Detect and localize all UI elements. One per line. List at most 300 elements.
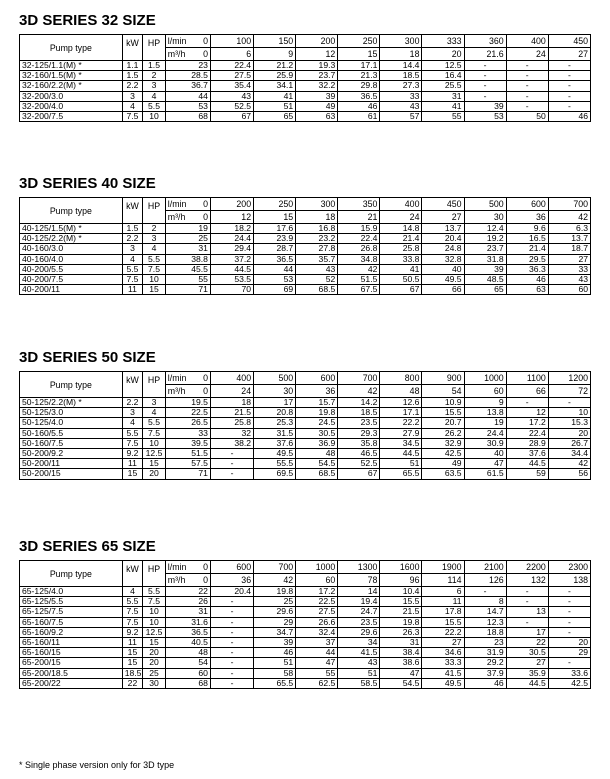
- head-value-cell: 65.5: [380, 469, 422, 479]
- head-value-cell: 19.8: [296, 408, 338, 418]
- head-value-cell: 12.6: [380, 398, 422, 408]
- head-value-cell: 14: [338, 587, 380, 597]
- head-value-cell: 23.9: [254, 234, 296, 244]
- kw-cell: 15: [122, 658, 143, 668]
- head-value-cell: 13.7: [548, 234, 590, 244]
- flow-lmin-cell: 700: [548, 198, 590, 211]
- head-value-cell: 53: [254, 275, 296, 285]
- head-value-cell: -: [548, 607, 590, 617]
- m3h-label: m³/h: [165, 48, 192, 61]
- head-value-cell: 33.3: [422, 658, 464, 668]
- head-value-cell: 42.5: [548, 678, 590, 688]
- head-value-cell: 28.7: [254, 244, 296, 254]
- head-value-cell: 26.7: [548, 438, 590, 448]
- head-value-cell: 22.4: [338, 234, 380, 244]
- head-value-cell: 52.5: [210, 101, 253, 111]
- head-value-cell: 36.5: [254, 254, 296, 264]
- hp-cell: 15: [143, 285, 166, 295]
- head-value-cell: 28.5: [165, 71, 210, 81]
- hp-cell: 3: [143, 81, 166, 91]
- pump-type-cell: 32-160/2.2(M) *: [20, 81, 123, 91]
- hp-header: HP: [143, 561, 166, 587]
- hp-cell: 7.5: [143, 428, 166, 438]
- head-value-cell: 55: [296, 668, 338, 678]
- flow-m3h-cell: 54: [422, 385, 464, 398]
- flow-m3h-cell: 24: [380, 211, 422, 224]
- pump-type-cell: 50-200/11: [20, 459, 123, 469]
- head-value-cell: 35.9: [506, 668, 548, 678]
- table-row: [20, 112, 591, 122]
- head-value-cell: 25: [165, 234, 210, 244]
- table-row: [20, 428, 591, 438]
- head-value-cell: 45.5: [165, 264, 210, 274]
- head-value-cell: 39: [296, 91, 338, 101]
- head-value-cell: 22.2: [422, 627, 464, 637]
- hp-cell: 10: [143, 617, 166, 627]
- flow-m3h-cell: 27: [422, 211, 464, 224]
- section-32: [19, 12, 591, 122]
- head-value-cell: 61.5: [464, 469, 506, 479]
- head-value-cell: 29.4: [210, 244, 253, 254]
- head-value-cell: -: [548, 627, 590, 637]
- flow-lmin-cell: 1000: [296, 561, 338, 574]
- pump-type-cell: 40-160/3.0: [20, 244, 123, 254]
- head-value-cell: 49: [422, 459, 464, 469]
- pump-type-cell: 65-160/7.5: [20, 617, 123, 627]
- kw-cell: 15: [122, 469, 143, 479]
- flow-lmin-cell: 1600: [380, 561, 422, 574]
- head-value-cell: 56: [548, 469, 590, 479]
- kw-cell: 2.2: [122, 398, 143, 408]
- head-value-cell: -: [548, 71, 590, 81]
- head-value-cell: 23: [165, 61, 210, 71]
- head-value-cell: 25.8: [380, 244, 422, 254]
- flow-lmin-cell: 300: [380, 35, 422, 48]
- head-value-cell: 68: [165, 112, 210, 122]
- head-value-cell: 47: [380, 668, 422, 678]
- pump-type-cell: 50-200/15: [20, 469, 123, 479]
- head-value-cell: -: [548, 101, 590, 111]
- flow-m3h-cell: 60: [296, 574, 338, 587]
- flow-lmin-cell: 500: [464, 198, 506, 211]
- pump-type-cell: 32-200/7.5: [20, 112, 123, 122]
- table-row: [20, 459, 591, 469]
- flow-lmin-cell: 600: [506, 198, 548, 211]
- flow-lmin-cell: 600: [296, 372, 338, 385]
- head-value-cell: -: [506, 71, 548, 81]
- head-value-cell: 37.2: [210, 254, 253, 264]
- flow-lmin-cell: 2300: [548, 561, 590, 574]
- head-value-cell: 27.3: [380, 81, 422, 91]
- head-value-cell: 36.7: [165, 81, 210, 91]
- head-value-cell: 33: [380, 91, 422, 101]
- table-row: [20, 254, 591, 264]
- head-value-cell: 33.6: [548, 668, 590, 678]
- head-value-cell: 13.8: [464, 408, 506, 418]
- kw-cell: 2.2: [122, 234, 143, 244]
- head-value-cell: -: [548, 617, 590, 627]
- head-value-cell: 44.5: [380, 449, 422, 459]
- head-value-cell: 66: [422, 285, 464, 295]
- pump-type-cell: 50-125/4.0: [20, 418, 123, 428]
- header-row-flow-lmin: [20, 372, 591, 385]
- head-value-cell: 35.7: [296, 254, 338, 264]
- head-value-cell: 39: [254, 638, 296, 648]
- flow-m3h-cell: 30: [254, 385, 296, 398]
- kw-cell: 4: [122, 587, 143, 597]
- head-value-cell: 32.4: [296, 627, 338, 637]
- head-value-cell: 16.4: [422, 71, 464, 81]
- pump-type-header: Pump type: [20, 372, 123, 398]
- flow-m3h-cell: 15: [338, 48, 380, 61]
- head-value-cell: -: [210, 597, 253, 607]
- kw-cell: 1.5: [122, 71, 143, 81]
- flow-m3h-cell: 48: [380, 385, 422, 398]
- hp-cell: 7.5: [143, 597, 166, 607]
- hp-cell: 10: [143, 607, 166, 617]
- head-value-cell: 60: [548, 285, 590, 295]
- head-value-cell: 33: [165, 428, 210, 438]
- flow-lmin-cell: 400: [506, 35, 548, 48]
- head-value-cell: 14.8: [380, 224, 422, 234]
- head-value-cell: 15.5: [380, 597, 422, 607]
- head-value-cell: -: [210, 469, 253, 479]
- head-value-cell: 21.5: [210, 408, 253, 418]
- head-value-cell: 23.7: [296, 71, 338, 81]
- head-value-cell: 67.5: [338, 285, 380, 295]
- head-value-cell: 34.7: [254, 627, 296, 637]
- head-value-cell: 22: [165, 587, 210, 597]
- head-value-cell: 22.5: [165, 408, 210, 418]
- head-value-cell: -: [464, 91, 506, 101]
- kw-cell: 4: [122, 418, 143, 428]
- head-value-cell: 44.5: [210, 264, 253, 274]
- header-row-flow-lmin: [20, 35, 591, 48]
- pump-type-cell: 65-125/5.5: [20, 597, 123, 607]
- head-value-cell: 17.1: [338, 61, 380, 71]
- pump-type-cell: 32-200/4.0: [20, 101, 123, 111]
- head-value-cell: 49.5: [422, 275, 464, 285]
- head-value-cell: 23: [464, 638, 506, 648]
- head-value-cell: 50: [506, 112, 548, 122]
- head-value-cell: 57: [380, 112, 422, 122]
- head-value-cell: 70: [210, 285, 253, 295]
- head-value-cell: 9: [464, 398, 506, 408]
- head-value-cell: 26.2: [422, 428, 464, 438]
- kw-header: kW: [122, 561, 143, 587]
- head-value-cell: 35.8: [338, 438, 380, 448]
- flow-m3h-cell: 24: [506, 48, 548, 61]
- m3h-label: m³/h: [165, 211, 192, 224]
- kw-cell: 5.5: [122, 428, 143, 438]
- head-value-cell: 19.2: [464, 234, 506, 244]
- head-value-cell: 27.5: [296, 607, 338, 617]
- head-value-cell: 29.5: [506, 254, 548, 264]
- flow-lmin-cell: 700: [338, 372, 380, 385]
- table-row: [20, 678, 591, 688]
- head-value-cell: 9.6: [506, 224, 548, 234]
- head-value-cell: -: [506, 597, 548, 607]
- table-row: [20, 469, 591, 479]
- pump-type-cell: 65-160/9.2: [20, 627, 123, 637]
- flow-lmin-cell: 150: [254, 35, 296, 48]
- head-value-cell: 15.9: [338, 224, 380, 234]
- flow-m3h-cell: 0: [192, 385, 210, 398]
- head-value-cell: 24.7: [338, 607, 380, 617]
- head-value-cell: 67: [210, 112, 253, 122]
- head-value-cell: 15.5: [422, 617, 464, 627]
- head-value-cell: 28.9: [506, 438, 548, 448]
- head-value-cell: 27.8: [296, 244, 338, 254]
- head-value-cell: 13.7: [422, 224, 464, 234]
- head-value-cell: 29.2: [464, 658, 506, 668]
- head-value-cell: 46.5: [338, 449, 380, 459]
- head-value-cell: -: [210, 449, 253, 459]
- hp-cell: 12.5: [143, 627, 166, 637]
- head-value-cell: 63: [296, 112, 338, 122]
- head-value-cell: 44: [296, 648, 338, 658]
- section-65: [19, 538, 591, 689]
- head-value-cell: 51: [254, 101, 296, 111]
- flow-m3h-cell: 132: [506, 574, 548, 587]
- flow-m3h-cell: 42: [338, 385, 380, 398]
- head-value-cell: -: [210, 627, 253, 637]
- head-value-cell: 32.9: [422, 438, 464, 448]
- flow-m3h-cell: 60: [464, 385, 506, 398]
- flow-lmin-cell: 400: [380, 198, 422, 211]
- pump-type-cell: 65-160/15: [20, 648, 123, 658]
- head-value-cell: 12.4: [464, 224, 506, 234]
- pump-type-cell: 40-200/5.5: [20, 264, 123, 274]
- kw-cell: 22: [122, 678, 143, 688]
- head-value-cell: 62.5: [296, 678, 338, 688]
- flow-m3h-cell: 66: [506, 385, 548, 398]
- head-value-cell: 39.5: [165, 438, 210, 448]
- hp-cell: 5.5: [143, 101, 166, 111]
- flow-m3h-cell: 36: [296, 385, 338, 398]
- kw-cell: 3: [122, 91, 143, 101]
- head-value-cell: 24.4: [464, 428, 506, 438]
- head-value-cell: 27.5: [210, 71, 253, 81]
- kw-cell: 4: [122, 101, 143, 111]
- head-value-cell: 44: [254, 264, 296, 274]
- head-value-cell: 68.5: [296, 469, 338, 479]
- head-value-cell: -: [464, 61, 506, 71]
- head-value-cell: -: [506, 91, 548, 101]
- flow-m3h-cell: 9: [254, 48, 296, 61]
- head-value-cell: 49.5: [254, 449, 296, 459]
- flow-m3h-cell: 72: [548, 385, 590, 398]
- head-value-cell: 18.7: [548, 244, 590, 254]
- head-value-cell: 23.5: [338, 617, 380, 627]
- table-row: [20, 408, 591, 418]
- head-value-cell: 21.3: [338, 71, 380, 81]
- head-value-cell: 11: [422, 597, 464, 607]
- head-value-cell: 48.5: [464, 275, 506, 285]
- head-value-cell: -: [548, 398, 590, 408]
- head-value-cell: 44.5: [506, 459, 548, 469]
- hp-cell: 5.5: [143, 254, 166, 264]
- kw-cell: 9.2: [122, 627, 143, 637]
- head-value-cell: -: [548, 81, 590, 91]
- head-value-cell: 57.5: [165, 459, 210, 469]
- head-value-cell: 21.2: [254, 61, 296, 71]
- pump-type-cell: 40-160/4.0: [20, 254, 123, 264]
- pump-type-cell: 32-160/1.5(M) *: [20, 71, 123, 81]
- head-value-cell: 47: [464, 459, 506, 469]
- head-value-cell: 41.5: [422, 668, 464, 678]
- head-value-cell: 16.8: [296, 224, 338, 234]
- head-value-cell: 34.8: [338, 254, 380, 264]
- flow-lmin-cell: 2100: [464, 561, 506, 574]
- head-value-cell: 41: [422, 101, 464, 111]
- head-value-cell: 49: [296, 101, 338, 111]
- head-value-cell: 58: [254, 668, 296, 678]
- head-value-cell: 27.9: [380, 428, 422, 438]
- flow-lmin-cell: 1300: [338, 561, 380, 574]
- head-value-cell: 36.3: [506, 264, 548, 274]
- head-value-cell: 53: [464, 112, 506, 122]
- lmin-label: l/min: [165, 372, 192, 385]
- head-value-cell: 54: [165, 658, 210, 668]
- kw-header: kW: [122, 35, 143, 61]
- head-value-cell: 65.5: [254, 678, 296, 688]
- head-value-cell: -: [210, 617, 253, 627]
- head-value-cell: 63: [506, 285, 548, 295]
- flow-m3h-cell: 21.6: [464, 48, 506, 61]
- pump-type-header: Pump type: [20, 35, 123, 61]
- head-value-cell: 25.8: [210, 418, 253, 428]
- pump-type-header: Pump type: [20, 561, 123, 587]
- hp-cell: 10: [143, 275, 166, 285]
- head-value-cell: 39: [464, 101, 506, 111]
- head-value-cell: 18.2: [210, 224, 253, 234]
- head-value-cell: 25.5: [422, 81, 464, 91]
- flow-lmin-cell: 0: [192, 372, 210, 385]
- pump-type-cell: 50-160/7.5: [20, 438, 123, 448]
- head-value-cell: 53.5: [210, 275, 253, 285]
- head-value-cell: 42: [338, 264, 380, 274]
- flow-lmin-cell: 360: [464, 35, 506, 48]
- head-value-cell: 31.6: [165, 617, 210, 627]
- flow-m3h-cell: 12: [210, 211, 253, 224]
- head-value-cell: 25: [254, 597, 296, 607]
- head-value-cell: 17.2: [296, 587, 338, 597]
- head-value-cell: 31: [422, 91, 464, 101]
- head-value-cell: 38.8: [165, 254, 210, 264]
- head-value-cell: 18.5: [380, 71, 422, 81]
- flow-m3h-cell: 42: [254, 574, 296, 587]
- flow-lmin-cell: 1000: [464, 372, 506, 385]
- head-value-cell: 44: [165, 91, 210, 101]
- flow-m3h-cell: 96: [380, 574, 422, 587]
- head-value-cell: 20: [548, 428, 590, 438]
- head-value-cell: -: [506, 617, 548, 627]
- lmin-label: l/min: [165, 561, 192, 574]
- flow-m3h-cell: 36: [210, 574, 253, 587]
- section-title: 3D SERIES 50 SIZE: [19, 349, 156, 366]
- flow-m3h-cell: 24: [210, 385, 253, 398]
- flow-m3h-cell: 18: [380, 48, 422, 61]
- head-value-cell: 21.5: [380, 607, 422, 617]
- head-value-cell: 19.3: [296, 61, 338, 71]
- head-value-cell: 40: [464, 449, 506, 459]
- kw-cell: 5.5: [122, 264, 143, 274]
- table-row: [20, 438, 591, 448]
- head-value-cell: -: [548, 91, 590, 101]
- flow-lmin-cell: 2200: [506, 561, 548, 574]
- head-value-cell: 58.5: [338, 678, 380, 688]
- table-row: [20, 285, 591, 295]
- head-value-cell: -: [210, 658, 253, 668]
- head-value-cell: 17.8: [422, 607, 464, 617]
- pump-type-cell: 40-200/7.5: [20, 275, 123, 285]
- head-value-cell: 32.8: [422, 254, 464, 264]
- head-value-cell: 54.5: [296, 459, 338, 469]
- head-value-cell: 10.4: [380, 587, 422, 597]
- section-title: 3D SERIES 65 SIZE: [19, 538, 156, 555]
- table-row: [20, 617, 591, 627]
- kw-cell: 4: [122, 254, 143, 264]
- flow-lmin-cell: 800: [380, 372, 422, 385]
- hp-cell: 4: [143, 408, 166, 418]
- head-value-cell: 38.2: [210, 438, 253, 448]
- table-row: [20, 648, 591, 658]
- pump-type-header: Pump type: [20, 198, 123, 224]
- head-value-cell: -: [210, 678, 253, 688]
- head-value-cell: 37.9: [464, 668, 506, 678]
- pump-table-40: [19, 197, 591, 295]
- hp-cell: 7.5: [143, 264, 166, 274]
- head-value-cell: 19.4: [338, 597, 380, 607]
- hp-cell: 20: [143, 658, 166, 668]
- head-value-cell: -: [210, 668, 253, 678]
- head-value-cell: 29.3: [338, 428, 380, 438]
- hp-cell: 15: [143, 459, 166, 469]
- head-value-cell: 63.5: [422, 469, 464, 479]
- pump-type-cell: 65-125/4.0: [20, 587, 123, 597]
- head-value-cell: 33: [548, 264, 590, 274]
- head-value-cell: 69: [254, 285, 296, 295]
- flow-m3h-cell: 12: [296, 48, 338, 61]
- pump-table-65: [19, 560, 591, 689]
- head-value-cell: 44.5: [506, 678, 548, 688]
- head-value-cell: 65: [464, 285, 506, 295]
- head-value-cell: 22.4: [210, 61, 253, 71]
- flow-m3h-cell: 0: [192, 211, 210, 224]
- flow-lmin-cell: 1100: [506, 372, 548, 385]
- head-value-cell: 48: [165, 648, 210, 658]
- head-value-cell: 59: [506, 469, 548, 479]
- head-value-cell: 55.5: [254, 459, 296, 469]
- pump-type-cell: 32-125/1.1(M) *: [20, 61, 123, 71]
- head-value-cell: 49.5: [422, 678, 464, 688]
- head-value-cell: 30.5: [506, 648, 548, 658]
- table-row: [20, 264, 591, 274]
- head-value-cell: 26.8: [338, 244, 380, 254]
- table-row: [20, 244, 591, 254]
- table-row: [20, 638, 591, 648]
- head-value-cell: 38.4: [380, 648, 422, 658]
- pump-table-50: [19, 371, 591, 480]
- kw-cell: 5.5: [122, 597, 143, 607]
- head-value-cell: 17.1: [380, 408, 422, 418]
- head-value-cell: 68: [165, 678, 210, 688]
- head-value-cell: 6: [422, 587, 464, 597]
- head-value-cell: 26.5: [165, 418, 210, 428]
- flow-lmin-cell: 700: [254, 561, 296, 574]
- head-value-cell: 12: [506, 408, 548, 418]
